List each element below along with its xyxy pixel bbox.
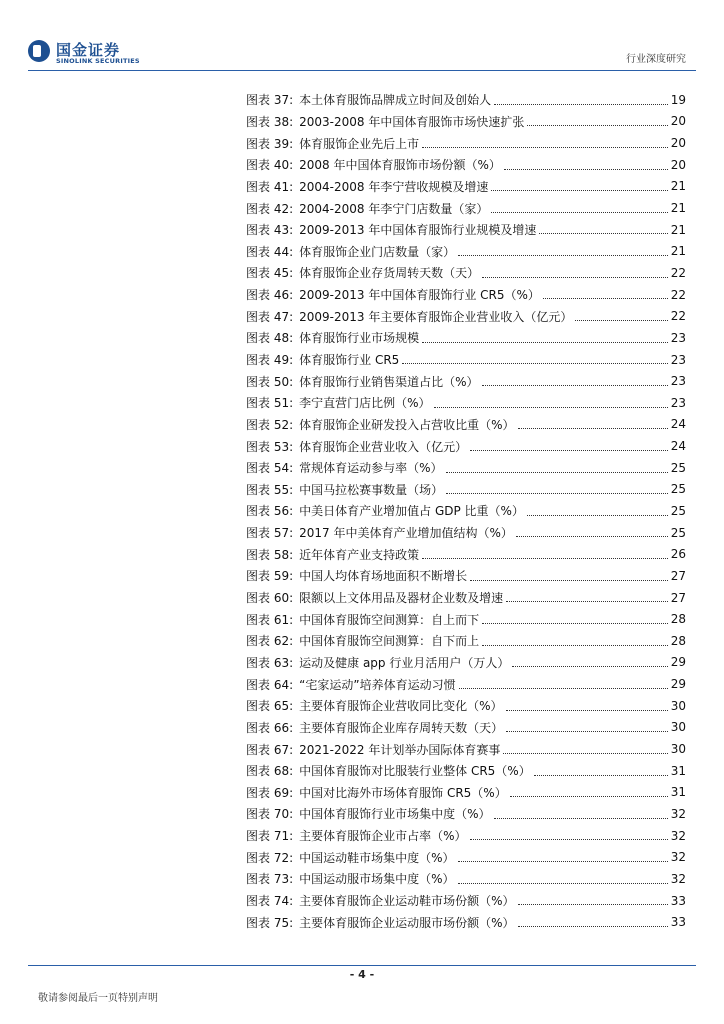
toc-entry-label: 图表 47: xyxy=(246,309,294,324)
toc-entry-title: 本土体育服饰品牌成立时间及创始人 xyxy=(299,93,492,108)
toc-entry-title: 中国体育服饰空间测算：自上而下 xyxy=(299,612,480,627)
toc-entry[interactable] xyxy=(246,327,686,349)
toc-entry-label: 图表 38: xyxy=(246,114,294,129)
toc-entry-title: 2009-2013 年中国体育服饰行业 CR5（%） xyxy=(299,288,540,303)
toc-dot-leader xyxy=(458,860,668,862)
toc-dot-leader xyxy=(506,730,668,732)
toc-entry[interactable] xyxy=(246,652,686,674)
toc-entry-label: 图表 51: xyxy=(246,396,294,411)
toc-entry[interactable] xyxy=(246,262,686,284)
toc-entry[interactable] xyxy=(246,803,686,825)
toc-entry-title: 中国马拉松赛事数量（场） xyxy=(299,482,444,497)
toc-dot-leader xyxy=(512,665,668,667)
toc-entry-page: 32 xyxy=(670,828,686,843)
toc-entry-page: 26 xyxy=(670,547,686,562)
footer-disclaimer: 敬请参阅最后一页特别声明 xyxy=(38,993,158,1004)
toc-entry-title: 中国对比海外市场体育服饰 CR5（%） xyxy=(299,785,507,800)
company-logo-icon xyxy=(28,40,50,62)
toc-dot-leader xyxy=(422,557,668,559)
toc-entry-page: 20 xyxy=(670,114,686,129)
toc-entry-title: 2017 年中美体育产业增加值结构（%） xyxy=(299,526,513,541)
toc-entry-page: 22 xyxy=(670,265,686,280)
toc-entry-label: 图表 74: xyxy=(246,894,294,909)
toc-entry-page: 21 xyxy=(670,222,686,237)
toc-dot-leader xyxy=(516,535,668,537)
toc-entry-page: 23 xyxy=(670,374,686,389)
toc-entry-label: 图表 65: xyxy=(246,699,294,714)
toc-entry-page: 25 xyxy=(670,503,686,518)
toc-entry-title: 体育服饰行业 CR5 xyxy=(299,353,400,367)
toc-entry-label: 图表 58: xyxy=(246,547,294,562)
toc-dot-leader xyxy=(458,254,668,256)
toc-entry[interactable] xyxy=(246,911,686,933)
toc-entry[interactable] xyxy=(246,608,686,630)
toc-entry-title: 主要体育服饰企业市占率（%） xyxy=(299,829,467,844)
toc-entry-title: 中国运动服市场集中度（%） xyxy=(299,872,455,887)
toc-entry-title: 中美日体育产业增加值占 GDP 比重（%） xyxy=(299,504,524,519)
toc-entry-label: 图表 41: xyxy=(246,179,294,194)
toc-entry[interactable] xyxy=(246,219,686,241)
toc-entry-label: 图表 68: xyxy=(246,764,294,779)
page-header xyxy=(28,38,696,68)
toc-entry-page: 22 xyxy=(670,309,686,324)
toc-entry[interactable] xyxy=(246,197,686,219)
toc-entry[interactable] xyxy=(246,392,686,414)
toc-entry-title: 体育服饰企业先后上市 xyxy=(299,136,420,151)
toc-entry-page: 19 xyxy=(670,92,686,107)
toc-entry[interactable] xyxy=(246,695,686,717)
toc-entry-label: 图表 57: xyxy=(246,526,294,541)
toc-dot-leader xyxy=(482,384,668,386)
toc-dot-leader xyxy=(518,903,668,905)
toc-entry-label: 图表 72: xyxy=(246,850,294,865)
toc-entry-page: 31 xyxy=(670,785,686,800)
toc-dot-leader xyxy=(527,514,668,516)
toc-entry-label: 图表 63: xyxy=(246,655,294,670)
toc-entry-label: 图表 52: xyxy=(246,417,294,432)
toc-entry[interactable] xyxy=(246,825,686,847)
toc-entry-page: 32 xyxy=(670,850,686,865)
toc-dot-leader xyxy=(434,406,668,408)
toc-entry[interactable] xyxy=(246,132,686,154)
header-divider xyxy=(28,70,696,71)
logo-chinese-name: 国金证券 xyxy=(56,41,121,59)
toc-entry[interactable] xyxy=(246,349,686,371)
toc-entry[interactable] xyxy=(246,154,686,176)
toc-entry-label: 图表 69: xyxy=(246,785,294,800)
toc-entry-page: 23 xyxy=(670,352,686,367)
toc-entry-page: 30 xyxy=(670,720,686,735)
toc-entry-page: 20 xyxy=(670,157,686,172)
toc-entry[interactable] xyxy=(246,89,686,111)
toc-dot-leader xyxy=(402,362,668,364)
toc-dot-leader xyxy=(494,103,668,105)
toc-entry-title: 常规体育运动参与率（%） xyxy=(299,461,443,476)
toc-dot-leader xyxy=(458,882,668,884)
toc-dot-leader xyxy=(470,579,668,581)
toc-entry-title: 主要体育服饰企业营收同比变化（%） xyxy=(299,699,503,714)
toc-entry-title: 体育服饰行业销售渠道占比（%） xyxy=(299,374,479,389)
toc-entry[interactable] xyxy=(246,846,686,868)
toc-entry[interactable] xyxy=(246,543,686,565)
toc-entry-label: 图表 70: xyxy=(246,807,294,822)
toc-entry-page: 24 xyxy=(670,417,686,432)
toc-entry-page: 33 xyxy=(670,893,686,908)
toc-entry-label: 图表 43: xyxy=(246,223,294,238)
toc-entry-title: 主要体育服饰企业运动鞋市场份额（%） xyxy=(299,894,515,909)
toc-entry[interactable] xyxy=(246,479,686,501)
toc-dot-leader xyxy=(506,709,668,711)
toc-entry-label: 图表 71: xyxy=(246,829,294,844)
toc-entry-title: 限额以上文体用品及器材企业数及增速 xyxy=(299,591,504,606)
toc-entry[interactable] xyxy=(246,500,686,522)
toc-entry-title: 体育服饰企业营业收入（亿元） xyxy=(299,439,468,454)
toc-entry-page: 27 xyxy=(670,590,686,605)
toc-entry-title: 2004-2008 年李宁营收规模及增速 xyxy=(299,179,489,194)
toc-dot-leader xyxy=(510,795,668,797)
toc-entry-title: 2009-2013 年中国体育服饰行业规模及增速 xyxy=(299,223,537,238)
toc-entry-title: 主要体育服饰企业运动服市场份额（%） xyxy=(299,915,515,930)
toc-entry[interactable] xyxy=(246,111,686,133)
toc-entry-title: 中国体育服饰对比服装行业整体 CR5（%） xyxy=(299,764,531,779)
toc-entry[interactable] xyxy=(246,370,686,392)
toc-dot-leader xyxy=(482,276,668,278)
toc-entry[interactable] xyxy=(246,414,686,436)
toc-entry-page: 22 xyxy=(670,287,686,302)
toc-entry-label: 图表 46: xyxy=(246,288,294,303)
toc-entry-label: 图表 54: xyxy=(246,461,294,476)
toc-entry-page: 21 xyxy=(670,201,686,216)
toc-entry-label: 图表 50: xyxy=(246,374,294,389)
toc-entry-label: 图表 39: xyxy=(246,136,294,151)
toc-entry-title: 运动及健康 app 行业月活用户（万人） xyxy=(299,655,510,670)
toc-entry-title: 体育服饰企业门店数量（家） xyxy=(299,244,456,259)
report-type: 行业深度研究 xyxy=(626,54,686,65)
toc-entry-title: 主要体育服饰企业库存周转天数（天） xyxy=(299,720,504,735)
toc-dot-leader xyxy=(446,492,668,494)
toc-entry-title: 2009-2013 年主要体育服饰企业营业收入（亿元） xyxy=(299,309,573,324)
toc-entry-label: 图表 60: xyxy=(246,591,294,606)
toc-entry-title: 2008 年中国体育服饰市场份额（%） xyxy=(299,158,501,173)
toc-entry[interactable] xyxy=(246,305,686,327)
toc-entry-page: 21 xyxy=(670,244,686,259)
toc-entry-title: 体育服饰企业存货周转天数（天） xyxy=(299,266,480,281)
toc-entry-page: 23 xyxy=(670,330,686,345)
toc-entry[interactable] xyxy=(246,587,686,609)
toc-entry[interactable] xyxy=(246,868,686,890)
toc-entry-label: 图表 44: xyxy=(246,244,294,259)
toc-entry-page: 25 xyxy=(670,482,686,497)
toc-entry[interactable] xyxy=(246,717,686,739)
toc-entry[interactable] xyxy=(246,890,686,912)
toc-dot-leader xyxy=(518,925,668,927)
toc-entry-page: 29 xyxy=(670,677,686,692)
toc-entry-page: 29 xyxy=(670,655,686,670)
toc-entry-label: 图表 53: xyxy=(246,439,294,454)
toc-dot-leader xyxy=(459,687,668,689)
footer-divider xyxy=(28,965,696,966)
toc-dot-leader xyxy=(504,168,668,170)
toc-entry[interactable] xyxy=(246,435,686,457)
toc-dot-leader xyxy=(482,644,668,646)
toc-entry-page: 33 xyxy=(670,915,686,930)
toc-entry-page: 28 xyxy=(670,612,686,627)
toc-entry-title: 李宁直营门店比例（%） xyxy=(299,396,431,411)
toc-entry-title: 中国体育服饰空间测算：自下而上 xyxy=(299,634,480,649)
toc-entry-title: 2021-2022 年计划举办国际体育赛事 xyxy=(299,742,501,757)
toc-entry[interactable] xyxy=(246,176,686,198)
toc-entry-page: 30 xyxy=(670,742,686,757)
toc-entry-label: 图表 48: xyxy=(246,331,294,346)
toc-entry[interactable] xyxy=(246,630,686,652)
toc-entry[interactable] xyxy=(246,782,686,804)
toc-dot-leader xyxy=(446,471,668,473)
toc-dot-leader xyxy=(503,752,668,754)
toc-entry-page: 24 xyxy=(670,439,686,454)
toc-entry-label: 图表 42: xyxy=(246,201,294,216)
figure-index-list xyxy=(246,89,686,933)
toc-entry-title: 2004-2008 年李宁门店数量（家） xyxy=(299,201,489,216)
toc-dot-leader xyxy=(527,124,668,126)
toc-dot-leader xyxy=(482,622,668,624)
toc-entry-label: 图表 55: xyxy=(246,482,294,497)
toc-entry-title: 中国运动鞋市场集中度（%） xyxy=(299,850,455,865)
toc-entry-title: 体育服饰行业市场规模 xyxy=(299,331,420,346)
toc-entry-label: 图表 37: xyxy=(246,93,294,108)
toc-entry-label: 图表 40: xyxy=(246,158,294,173)
toc-entry-page: 31 xyxy=(670,763,686,778)
toc-entry[interactable] xyxy=(246,673,686,695)
toc-entry-title: 体育服饰企业研发投入占营收比重（%） xyxy=(299,417,515,432)
toc-entry-page: 21 xyxy=(670,179,686,194)
toc-dot-leader xyxy=(518,427,668,429)
toc-entry-label: 图表 64: xyxy=(246,677,294,692)
toc-dot-leader xyxy=(422,146,668,148)
toc-entry-page: 28 xyxy=(670,633,686,648)
toc-entry-label: 图表 75: xyxy=(246,915,294,930)
toc-dot-leader xyxy=(534,774,668,776)
toc-entry-page: 32 xyxy=(670,806,686,821)
toc-entry-label: 图表 67: xyxy=(246,742,294,757)
toc-entry-page: 20 xyxy=(670,136,686,151)
toc-entry[interactable] xyxy=(246,522,686,544)
toc-entry[interactable] xyxy=(246,284,686,306)
toc-entry[interactable] xyxy=(246,457,686,479)
toc-entry-page: 32 xyxy=(670,871,686,886)
toc-entry-page: 30 xyxy=(670,698,686,713)
toc-entry-label: 图表 45: xyxy=(246,266,294,281)
toc-entry[interactable] xyxy=(246,240,686,262)
toc-entry-title: 中国人均体育场地面积不断增长 xyxy=(299,569,468,584)
toc-entry-page: 23 xyxy=(670,395,686,410)
page-number: - 4 - xyxy=(349,968,375,981)
toc-entry-title: “宅家运动”培养体育运动习惯 xyxy=(299,677,456,692)
toc-dot-leader xyxy=(543,297,668,299)
toc-entry-title: 近年体育产业支持政策 xyxy=(299,547,420,562)
toc-entry-label: 图表 62: xyxy=(246,634,294,649)
toc-dot-leader xyxy=(575,319,668,321)
toc-dot-leader xyxy=(539,232,668,234)
toc-entry[interactable] xyxy=(246,738,686,760)
toc-entry-label: 图表 66: xyxy=(246,720,294,735)
toc-entry-page: 25 xyxy=(670,460,686,475)
toc-dot-leader xyxy=(491,189,668,191)
toc-entry[interactable] xyxy=(246,760,686,782)
toc-entry-page: 25 xyxy=(670,525,686,540)
toc-entry-title: 2003-2008 年中国体育服饰市场快速扩张 xyxy=(299,114,525,129)
toc-dot-leader xyxy=(422,341,668,343)
toc-dot-leader xyxy=(470,449,668,451)
toc-dot-leader xyxy=(470,838,668,840)
logo-english-name: SINOLINK SECURITIES xyxy=(56,57,140,65)
toc-entry[interactable] xyxy=(246,565,686,587)
toc-dot-leader xyxy=(491,211,668,213)
toc-dot-leader xyxy=(494,817,668,819)
toc-entry-page: 27 xyxy=(670,568,686,583)
toc-entry-label: 图表 49: xyxy=(246,353,294,367)
toc-entry-title: 中国体育服饰行业市场集中度（%） xyxy=(299,807,491,822)
toc-entry-label: 图表 73: xyxy=(246,872,294,887)
toc-entry-label: 图表 59: xyxy=(246,569,294,584)
toc-dot-leader xyxy=(506,600,668,602)
toc-entry-label: 图表 56: xyxy=(246,504,294,519)
toc-entry-label: 图表 61: xyxy=(246,612,294,627)
